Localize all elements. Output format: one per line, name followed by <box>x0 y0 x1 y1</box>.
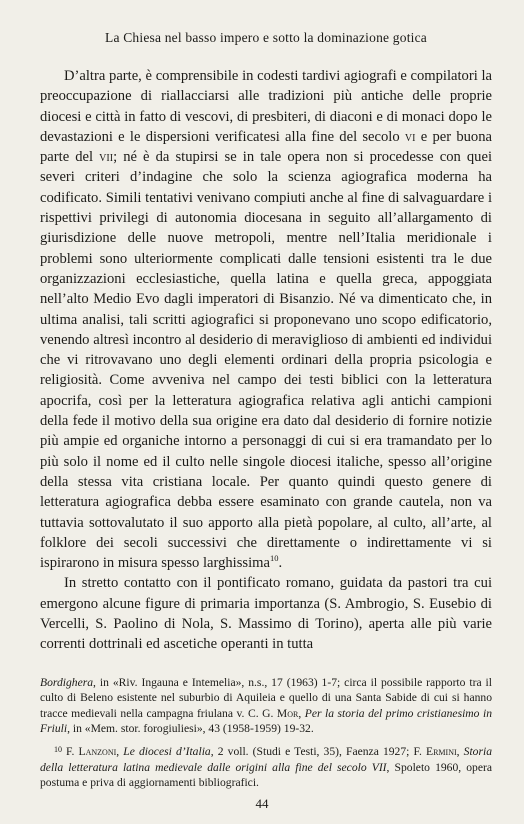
paragraph: D’altra parte, è comprensibile in codesti tardivi agiografi e compilatori la preoccupazione di riallacciarsi alle tradizioni più antiche delle proprie diocesi e città in fatto di vescovi, di presbiteri, di diaconi e di monaci dopo le devastazioni e le dispersioni verificatesi alla fine del secolo vi e per buona parte del vii; né è da stupirsi se in tale opera non si procedesse con quei severi criteri d’indagine che solo la scienza agiografica moderna ha codificato. Simili tentativi venivano compiuti anche al fine di salvaguardare i rispettivi privilegi di autonomia diocesana in seguito all’allargamento di giurisdizione delle nuove metropoli, mentre nell’Italia meridionale i problemi sono ulteriormente complicati dalle tensioni esistenti tra le due organizzazioni ecclesiastiche, quella latina e quella greca, appoggiata nell’alto Medio Evo dagli imperatori di Bisanzio. Né va dimenticato che, in ultima analisi, tali scritti agiografici si proponevano uno scopo edificatorio, venendo altresì incontro al desiderio di meraviglioso di ambienti ed individui che vi ritrovavano uno degli elementi ordinari della propria psicologia e religiosità. Come avveniva nel campo dei testi biblici con la letteratura apocrifa, così per la letteratura agiografica relativa agli antichi campioni della fede il motivo della sua origine era dato dal desiderio di fornire notizie più ampie ed organiche intorno a personaggi di cui si era tramandato per lo più solo il nome ed il culto nelle singole diocesi italiche, spesso all’origine della stessa vita cristiana locale. Per quanto quindi questo genere di letteratura agiografica debba essere esaminato con grande cautela, non va tuttavia sottovalutato il suo apporto alla pietà popolare, al culto, all’arte, al folklore dei secoli successivi che direttamente o indirettamente vi si ispirarono in misura spesso larghissima$^{10}$. <box>40 68 493 572</box>
footnote-number: 10 <box>54 744 62 754</box>
century-numeral: vi <box>404 128 416 145</box>
footnote-continuation: Bordighera, in «Riv. Ingauna e Intemelia», n.s., 17 (1963) 1-7; circa il possibile rapporto tra il culto di Beleno esistente nel suburbio di Aquileia e quello di una Santa Sabide di cui si hanno tracce medievali nella campagna friulana v. C. G. Mor, Per la storia del primo cristianesimo in Friuli, in «Mem. stor. forogiuliesi», 43 (1958-1959) 19-32. <box>40 675 492 736</box>
footnote-10: $^{10}$ F. Lanzoni, Le diocesi d’Italia, 2 voll. (Studi e Testi, 35), Faenza 1927; F. Ermini, Storia della letteratura latina medievale dalle origini alla fine del secolo VII, Spoleto 1960, opera postuma e priva di aggiornamenti bibliografici. <box>40 744 493 790</box>
paragraph: In stretto contatto con il pontificato romano, guidata da pastori tra cui emergono alcune figure di primaria importanza (S. Ambrogio, S. Eusebio di Vercelli, S. Paolino di Nola, S. Massimo di Torino), aperta alle più varie correnti dottrinali ed ascetiche operanti in tutta <box>40 575 492 653</box>
century-numeral: vii <box>99 149 114 166</box>
running-head: La Chiesa nel basso impero e sotto la dominazione gotica <box>105 30 427 45</box>
page-number: 44 <box>255 796 269 811</box>
main-text <box>40 66 492 655</box>
footnotes <box>40 675 492 791</box>
footnote-reference[interactable]: 10 <box>269 553 279 564</box>
